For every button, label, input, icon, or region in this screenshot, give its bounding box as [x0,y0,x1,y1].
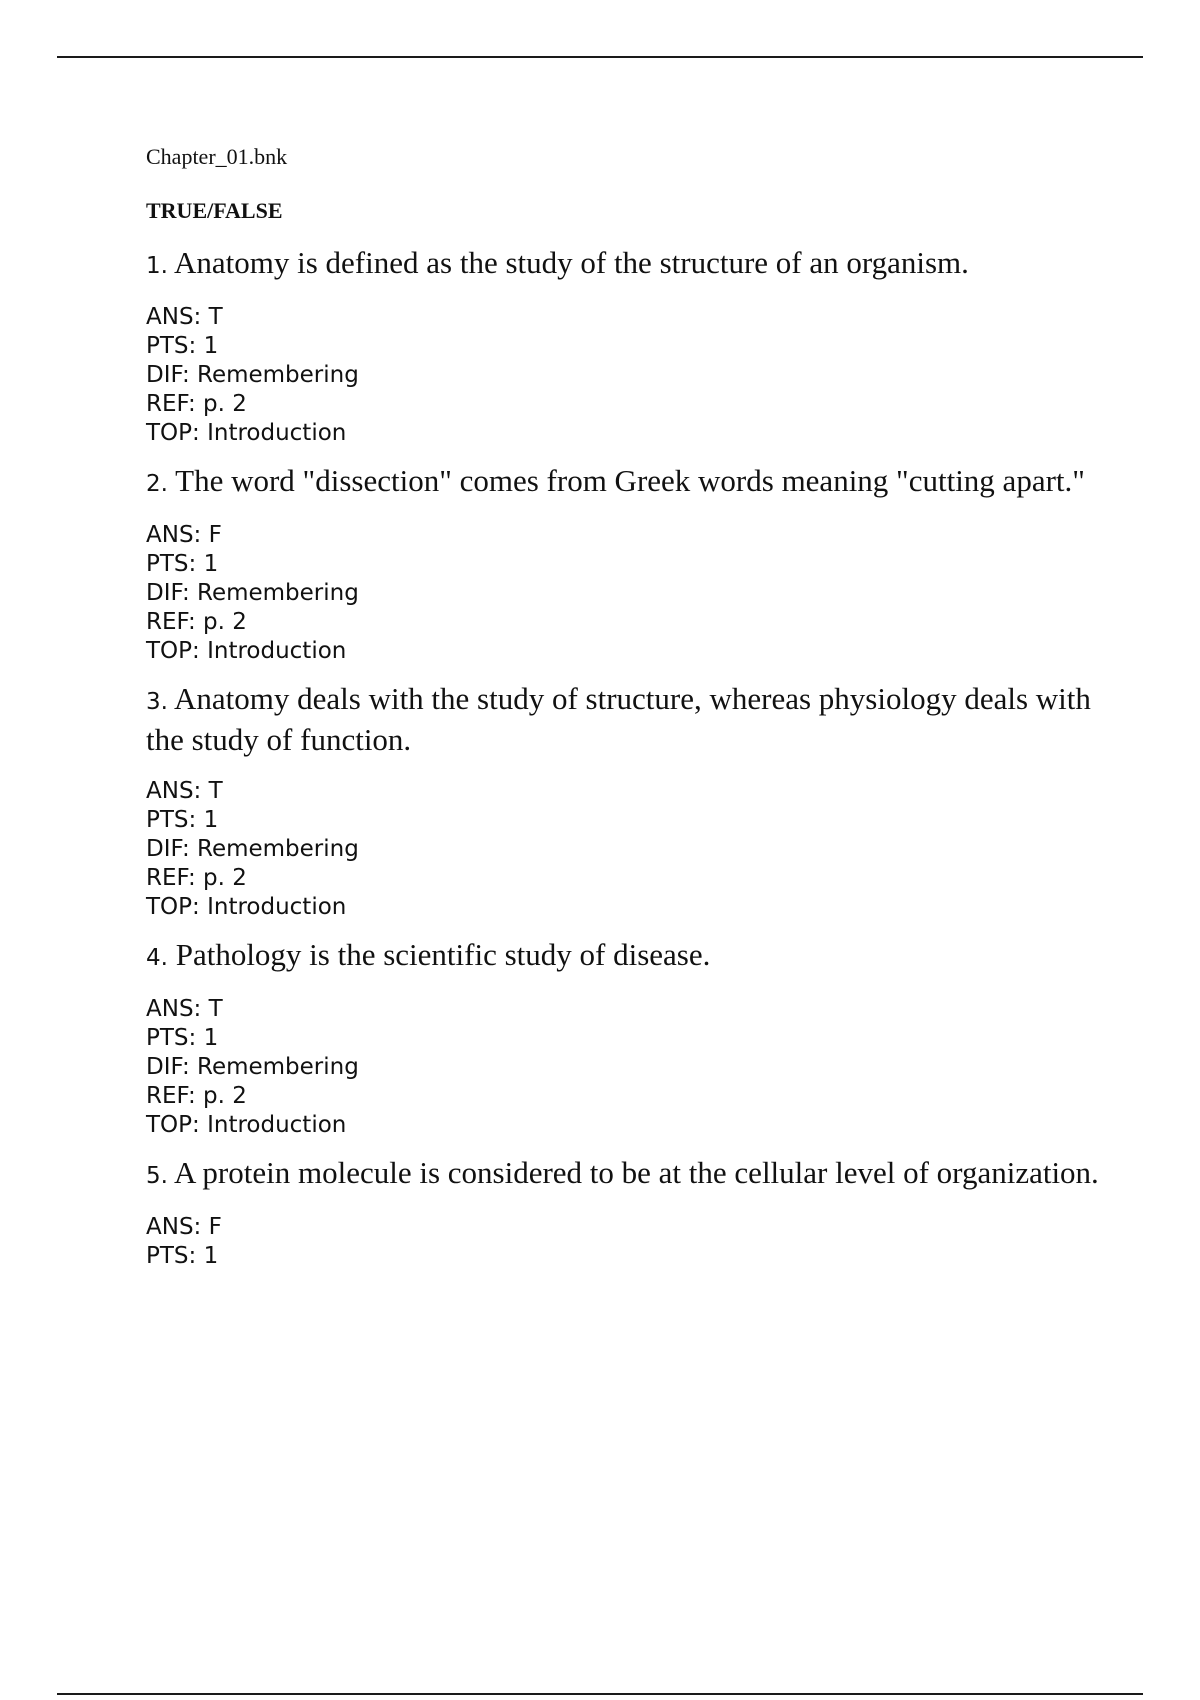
answer-meta [146,521,1106,666]
question-item [146,936,1106,1140]
question-number: 3. [146,689,168,715]
difficulty-line: DIF: Remembering [146,1054,359,1080]
difficulty-line: DIF: Remembering [146,580,359,606]
difficulty-line: DIF: Remembering [146,362,359,388]
question-stem: Pathology is the scientific study of disease. [175,937,711,972]
answer-line: ANS: F [146,522,222,548]
question-stem: Anatomy is defined as the study of the structure of an organism. [174,245,969,280]
question-item [146,244,1106,448]
reference-line: REF: p. 2 [146,391,247,417]
reference-line: REF: p. 2 [146,1083,247,1109]
question-number: 1. [146,253,168,279]
question-number: 2. [146,471,168,497]
points-line: PTS: 1 [146,551,219,577]
top-rule [57,56,1143,58]
question-item [146,462,1106,666]
section-heading: TRUE/FALSE [146,198,283,223]
question-text [146,462,1106,503]
document-body [146,144,1106,1285]
question-number: 4. [146,945,168,971]
topic-line: TOP: Introduction [146,420,347,446]
question-item [146,1154,1106,1271]
points-line: PTS: 1 [146,333,219,359]
points-line: PTS: 1 [146,1243,219,1269]
bottom-rule [57,1693,1143,1695]
points-line: PTS: 1 [146,807,219,833]
question-stem: Anatomy deals with the study of structure, whereas physiology deals with the study of function. [146,681,1091,757]
answer-line: ANS: T [146,778,223,804]
question-stem: A protein molecule is considered to be at the cellular level of organization. [174,1155,1099,1190]
topic-line: TOP: Introduction [146,894,347,920]
question-number: 5. [146,1163,168,1189]
answer-meta [146,777,1106,922]
reference-line: REF: p. 2 [146,609,247,635]
question-text [146,244,1106,285]
points-line: PTS: 1 [146,1025,219,1051]
answer-line: ANS: F [146,1214,222,1240]
difficulty-line: DIF: Remembering [146,836,359,862]
answer-line: ANS: T [146,996,223,1022]
topic-line: TOP: Introduction [146,1112,347,1138]
answer-line: ANS: T [146,304,223,330]
reference-line: REF: p. 2 [146,865,247,891]
answer-meta [146,1213,1106,1271]
question-text [146,1154,1106,1195]
file-name: Chapter_01.bnk [146,144,288,169]
question-stem: The word "dissection" comes from Greek words meaning "cutting apart." [175,463,1085,498]
question-text [146,936,1106,977]
answer-meta [146,995,1106,1140]
answer-meta [146,303,1106,448]
question-item [146,680,1106,922]
question-text [146,680,1106,759]
topic-line: TOP: Introduction [146,638,347,664]
